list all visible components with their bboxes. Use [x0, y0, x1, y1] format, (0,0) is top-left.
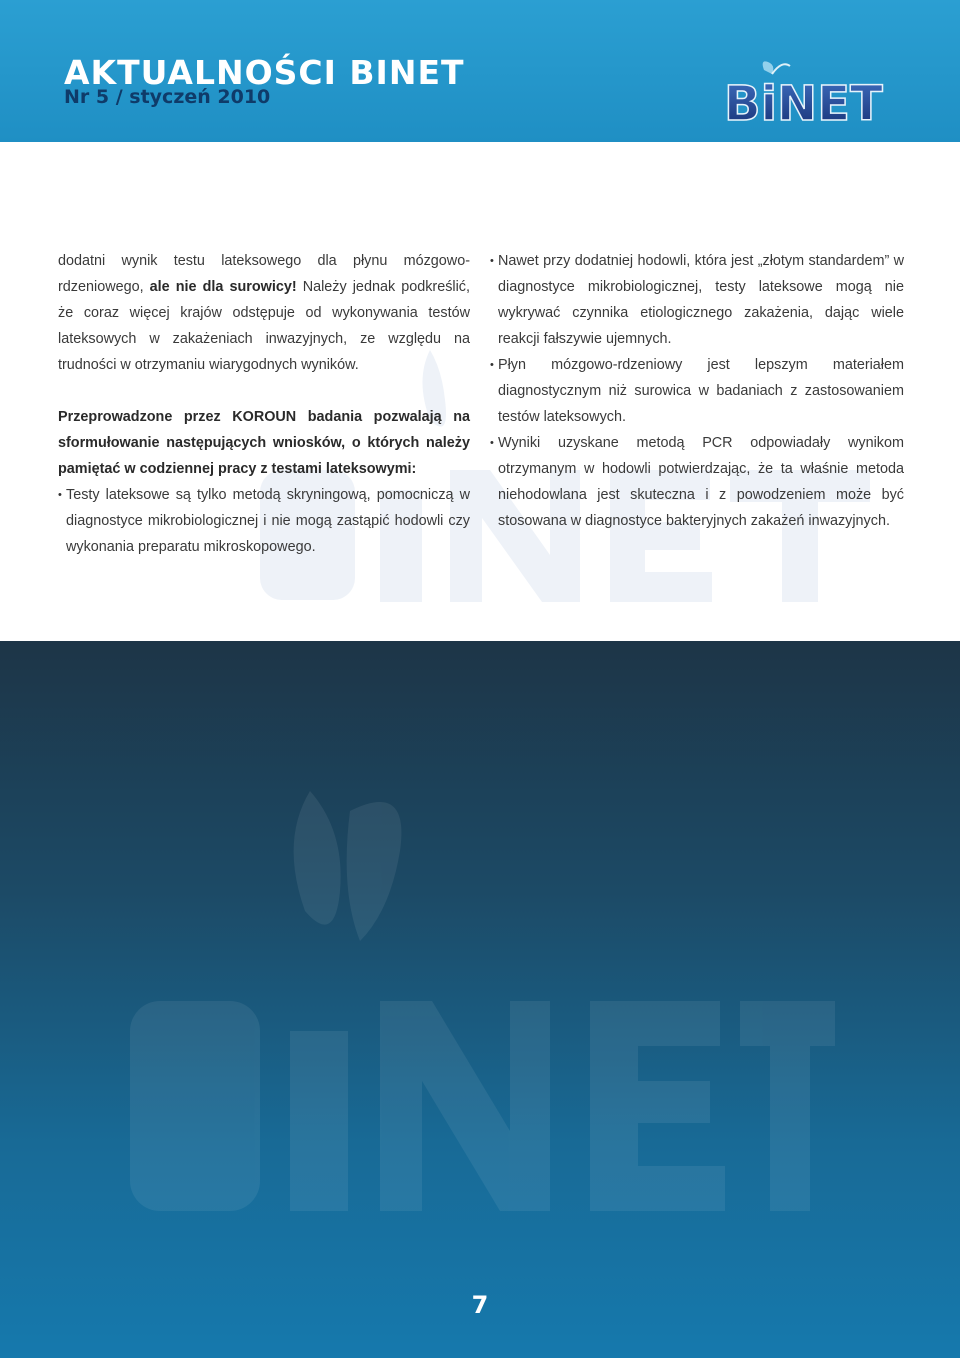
intro-paragraph — [58, 248, 470, 378]
bottom-decorative-panel — [0, 641, 960, 1358]
bullet-item: • Testy lateksowe są tylko metodą skryningową, pomocniczą w diagnostyce mikrobiologicznej i nie mogą zastąpić hodowli czy wykonania preparatu mikroskopowego. — [58, 482, 470, 560]
left-bullet-list — [58, 482, 470, 560]
binet-logo — [720, 56, 920, 132]
left-column — [58, 248, 470, 560]
intro-emphasis: ale nie dla surowicy! — [149, 279, 297, 295]
header-banner — [0, 0, 960, 142]
issue-label: Nr 5 / styczeń 2010 — [64, 86, 271, 108]
page-number: 7 — [471, 1291, 489, 1319]
newsletter-title: AKTUALNOŚCI BINET — [64, 53, 465, 92]
conclusions-lead: Przeprowadzone przez KOROUN badania pozwalają na sformułowanie następujących wniosków, o których należy pamiętać w codziennej pracy z testami lateksowymi: — [58, 409, 470, 477]
intro-text-start: dodatni wynik testu lateksowego dla płynu mózgowo-rdzeniowego, — [58, 253, 470, 295]
bullet-item: • Wyniki uzyskane metodą PCR odpowiadały wynikom otrzymanym w hodowli potwierdzając, że ta właśnie metoda niehodowlana jest skuteczna i z powodzeniem może być stosowana w diagnostyce bakteryjnych zakażeń inwazyjnych. — [490, 430, 904, 534]
bullet-item: • Nawet przy dodatniej hodowli, która jest „złotym standardem” w diagnostyce mikrobiologicznej, testy lateksowe mogą nie wykrywać czynnika etiologicznego zakażenia, dając wiele reakcji fałszywie ujemnych. — [490, 248, 904, 352]
binet-watermark-bottom — [120, 771, 840, 1241]
right-bullet-list — [490, 248, 904, 534]
intro-text-end: Należy jednak podkreślić, że coraz więcej krajów odstępuje od wykonywania testów lateksowych w zakażeniach inwazyjnych, ze względu na trudności w otrzymaniu wiarygodnych wyników. — [58, 279, 470, 373]
right-column — [490, 248, 904, 534]
svg-text:BiNET: BiNET — [724, 76, 883, 132]
bullet-item: • Płyn mózgowo-rdzeniowy jest lepszym materiałem diagnostycznym niż surowica w badaniach z zastosowaniem testów lateksowych. — [490, 352, 904, 430]
